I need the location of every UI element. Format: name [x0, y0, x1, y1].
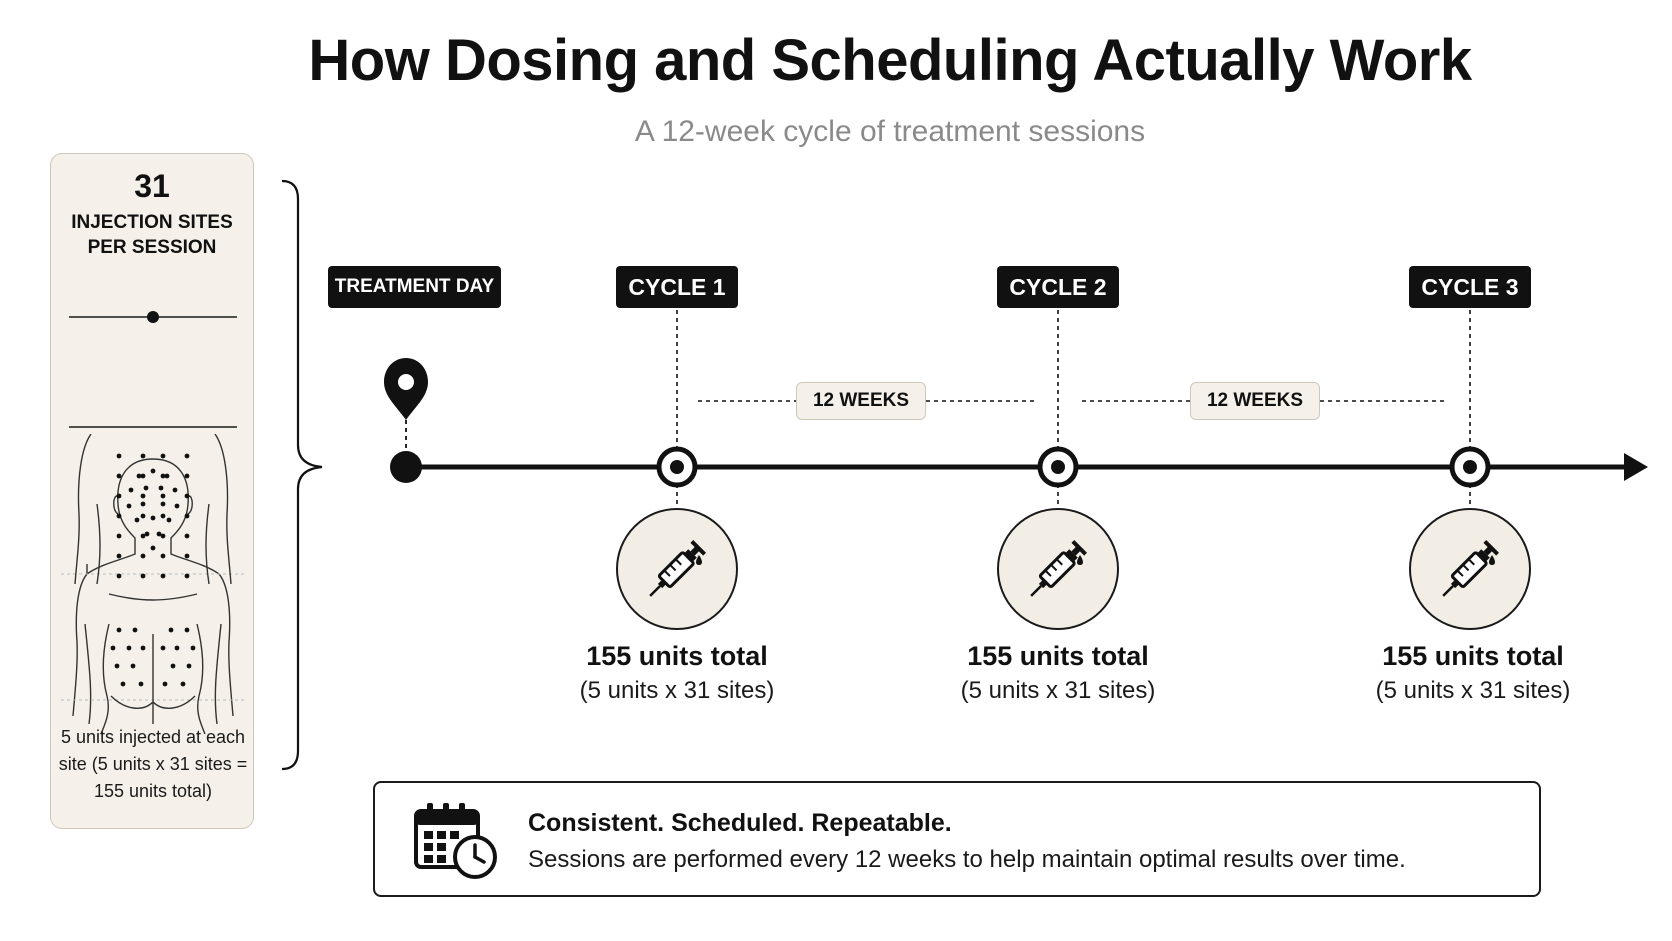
cycle-3-detail: (5 units x 31 sites): [1375, 677, 1571, 704]
cycle-1-label: CYCLE 1: [616, 266, 738, 308]
callout-text: Sessions are performed every 12 weeks to help maintain optimal results over time.: [528, 846, 1406, 873]
dose-circle-2: [997, 508, 1119, 630]
syringe-icon: [1430, 529, 1510, 609]
cycle-node-1: [659, 449, 695, 485]
dosing-note: 5 units injected at each site (5 units x 31 sites = 155 units total): [58, 727, 248, 801]
cycle-1-total: 155 units total: [586, 641, 768, 671]
calendar-clock-icon: [413, 801, 499, 881]
site-count-label: INJECTION SITES PER SESSION: [71, 212, 233, 258]
interval-badge-2: 12 WEEKS: [1190, 382, 1320, 420]
site-count: 31: [134, 168, 170, 204]
cycle-1-detail: (5 units x 31 sites): [579, 677, 775, 704]
start-node: [390, 451, 422, 483]
schedule-callout: [373, 781, 1541, 897]
page-title: How Dosing and Scheduling Actually Work: [308, 28, 1472, 93]
cycle-2-total: 155 units total: [967, 641, 1149, 671]
cycle-node-3: [1452, 449, 1488, 485]
syringe-icon: [637, 529, 717, 609]
map-pin-icon: [384, 358, 428, 420]
timeline-arrowhead: [1624, 453, 1648, 481]
callout-heading: Consistent. Scheduled. Repeatable.: [528, 809, 952, 837]
dose-circle-3: [1409, 508, 1531, 630]
cycle-2-detail: (5 units x 31 sites): [960, 677, 1156, 704]
interval-badge-1: 12 WEEKS: [796, 382, 926, 420]
dose-circle-1: [616, 508, 738, 630]
cycle-2-label: CYCLE 2: [997, 266, 1119, 308]
cycle-node-2: [1040, 449, 1076, 485]
cycle-3-total: 155 units total: [1382, 641, 1564, 671]
syringe-icon: [1018, 529, 1098, 609]
treatment-day-label: TREATMENT DAY: [328, 266, 501, 308]
cycle-3-label: CYCLE 3: [1409, 266, 1531, 308]
page-subtitle: A 12-week cycle of treatment sessions: [634, 115, 1146, 148]
